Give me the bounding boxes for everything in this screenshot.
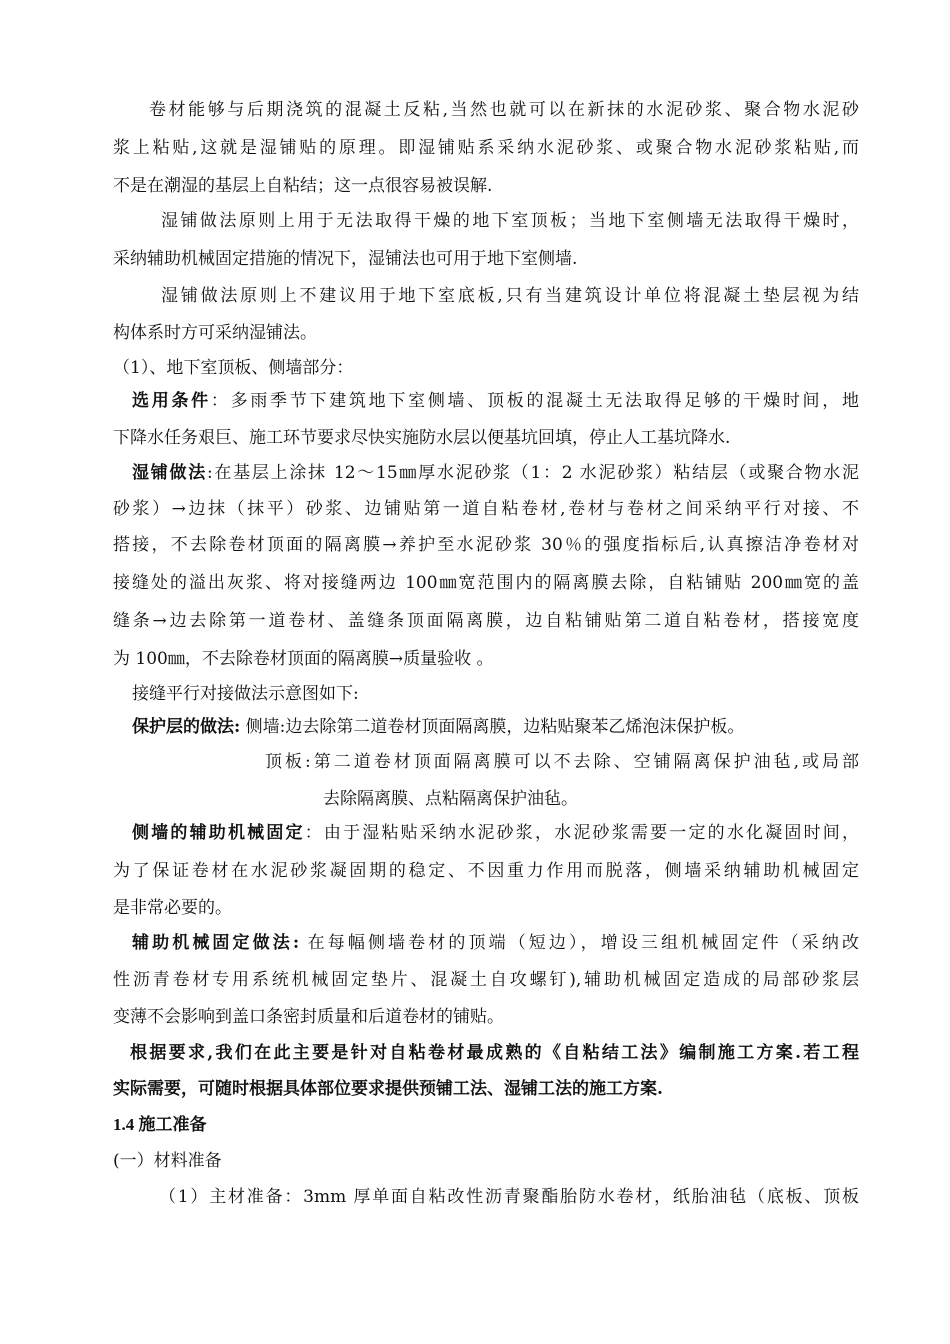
paragraph-line: 是非常必要的。	[113, 898, 232, 918]
paragraph-line: 采纳辅助机械固定措施的情况下，湿铺法也可用于地下室侧墙.	[113, 249, 578, 269]
paragraph-line: （1）主材准备：3mm 厚单面自粘改性沥青聚酯胎防水卷材，纸胎油毡（底板、顶板	[159, 1187, 859, 1207]
paragraph-line: 为了保证卷材在水泥砂浆凝固期的稳定、不因重力作用而脱落，侧墙采纳辅助机械固定	[113, 861, 859, 881]
paragraph-line: 缝条→边去除第一道卷材、盖缝条顶面隔离膜，边自粘铺贴第二道自粘卷材，搭接宽度	[113, 611, 859, 631]
paragraph-line	[113, 816, 859, 850]
term-text: 侧墙:边去除第二道卷材顶面隔离膜，边粘贴聚苯乙烯泡沫保护板。	[240, 717, 745, 737]
term-label: 保护层的做法:	[132, 717, 241, 737]
paragraph-line: 浆上粘贴,这就是湿铺贴的原理。即湿铺贴系采纳水泥砂浆、或聚合物水泥砂浆粘贴,而	[113, 138, 859, 158]
paragraph-line: 构体系时方可采纳湿铺法。	[113, 323, 317, 343]
paragraph-line: 湿铺做法原则上不建议用于地下室底板,只有当建筑设计单位将混凝土垫层视为结	[161, 286, 859, 306]
term-text: :在基层上涂抹 12～15㎜厚水泥砂浆（1：2 水泥砂浆）粘结层（或聚合物水泥	[206, 463, 859, 483]
term-text: 在每幅侧墙卷材的顶端（短边），增设三组机械固定件（采纳改	[299, 933, 859, 953]
term-label: 侧墙的辅助机械固定	[132, 823, 305, 843]
paragraph-line: 砂浆）→边抹（抹平）砂浆、边铺贴第一道自粘卷材,卷材与卷材之间采纳平行对接、不	[113, 499, 859, 519]
term-label: 选用条件	[132, 391, 211, 411]
paragraph-line: 性沥青卷材专用系统机械固定垫片、混凝土自攻螺钉),辅助机械固定造成的局部砂浆层	[113, 970, 859, 990]
paragraph-line	[113, 710, 878, 744]
paragraph-line: 接缝平行对接做法示意图如下:	[132, 684, 359, 704]
paragraph-line: 搭接，不去除卷材顶面的隔离膜→养护至水泥砂浆 30％的强度指标后,认真擦洁净卷材对	[113, 535, 859, 555]
paragraph-line: 下降水任务艰巨、施工环节要求尽快实施防水层以便基坑回填，停止人工基坑降水.	[113, 428, 731, 448]
paragraph-line: 去除隔离膜、点粘隔离保护油毡。	[323, 789, 578, 809]
paragraph-line	[113, 456, 859, 490]
bold-statement-line: 根据要求,我们在此主要是针对自粘卷材最成熟的《自粘结工法》编制施工方案.若工程	[130, 1043, 859, 1063]
section-heading: 1.4 施工准备	[113, 1115, 207, 1134]
term-label: 湿铺做法	[132, 463, 207, 483]
paragraph-line: 变薄不会影响到盖口条密封质量和后道卷材的铺贴。	[113, 1007, 504, 1027]
subsection-heading: (一）材料准备	[113, 1151, 222, 1171]
paragraph-line: 为 100㎜，不去除卷材顶面的隔离膜→质量验收 。	[113, 649, 494, 669]
term-label: 辅助机械固定做法:	[132, 933, 300, 953]
section-heading: （1）、地下室顶板、侧墙部分：	[113, 358, 354, 378]
paragraph-line: 不是在潮湿的基层上自粘结；这一点很容易被误解.	[113, 176, 493, 196]
paragraph-line: 湿铺做法原则上用于无法取得干燥的地下室顶板；当地下室侧墙无法取得干燥时，	[161, 211, 859, 231]
paragraph-line: 卷材能够与后期浇筑的混凝土反粘,当然也就可以在新抹的水泥砂浆、聚合物水泥砂	[149, 100, 859, 120]
term-text: ：多雨季节下建筑地下室侧墙、顶板的混凝土无法取得足够的干燥时间，地	[210, 391, 859, 411]
paragraph-line: 顶板:第二道卷材顶面隔离膜可以不去除、空铺隔离保护油毡,或局部	[265, 752, 859, 772]
paragraph-line: 接缝处的溢出灰浆、将对接缝两边 100㎜宽范围内的隔离膜去除，自粘铺贴 200㎜宽的盖	[113, 573, 859, 593]
paragraph-line	[113, 384, 859, 418]
term-text: ：由于湿粘贴采纳水泥砂浆，水泥砂浆需要一定的水化凝固时间，	[304, 823, 859, 843]
bold-statement-line: 实际需要，可随时根据具体部位要求提供预铺工法、湿铺工法的施工方案.	[113, 1079, 663, 1099]
paragraph-line	[113, 926, 859, 960]
